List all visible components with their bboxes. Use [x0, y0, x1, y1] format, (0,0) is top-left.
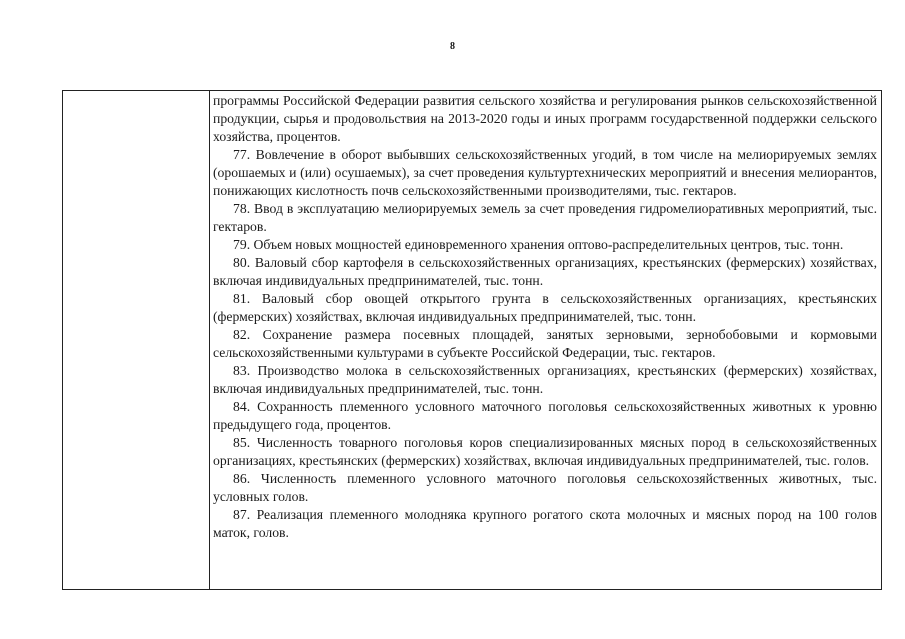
list-item: 78. Ввод в эксплуатацию мелиорируемых земель за счет проведения гидромелиоративных мероприятий, тыс. гектаров. [213, 201, 877, 234]
list-item: 81. Валовый сбор овощей открытого грунта в сельскохозяйственных организациях, крестьянских (фермерских) хозяйствах, включая индивидуальных предпринимателей, тыс. тонн. [213, 291, 877, 324]
list-item: 79. Объем новых мощностей единовременного хранения оптово-распределительных центров, тыс. тонн. [233, 237, 844, 252]
page-number: 8 [450, 41, 455, 52]
list-item: 82. Сохранение размера посевных площадей, занятых зерновыми, зернобобовыми и кормовыми сельскохозяйственными культурами в субъекте Российской Федерации, тыс. гектаров. [213, 327, 877, 360]
list-item: 86. Численность племенного условного маточного поголовья сельскохозяйственных животных, тыс. условных голов. [213, 471, 877, 504]
list-item: 87. Реализация племенного молодняка крупного рогатого скота молочных и мясных пород на 100 голов маток, голов. [213, 507, 877, 540]
intro-paragraph: программы Российской Федерации развития сельского хозяйства и регулирования рынков сельскохозяйственной продукции, сырья и продовольствия на 2013-2020 годы и иных программ государственной поддержки сельского хозяйства, процентов. [213, 93, 877, 144]
indicators-table [62, 90, 882, 590]
list-item: 77. Вовлечение в оборот выбывших сельскохозяйственных угодий, в том числе на мелиорируемых землях (орошаемых и (или) осушаемых), за счет проведения культуртехнических мероприятий и внесения мелиорантов, понижающих кислотность почв сельскохозяйственными производителями, тыс. гектаров. [213, 147, 877, 198]
table-right-cell [213, 92, 877, 542]
list-item: 85. Численность товарного поголовья коров специализированных мясных пород в сельскохозяйственных организациях, крестьянских (фермерских) хозяйствах, включая индивидуальных предпринимателей, тыс. голов. [213, 435, 877, 468]
list-item: 80. Валовый сбор картофеля в сельскохозяйственных организациях, крестьянских (фермерских) хозяйствах, включая индивидуальных предпринимателей, тыс. тонн. [213, 255, 877, 288]
list-item: 83. Производство молока в сельскохозяйственных организациях, крестьянских (фермерских) хозяйствах, включая индивидуальных предпринимателей, тыс. тонн. [213, 363, 877, 396]
list-item: 84. Сохранность племенного условного маточного поголовья сельскохозяйственных животных к уровню предыдущего года, процентов. [213, 399, 877, 432]
column-divider [209, 91, 210, 589]
table-left-cell [63, 91, 209, 589]
